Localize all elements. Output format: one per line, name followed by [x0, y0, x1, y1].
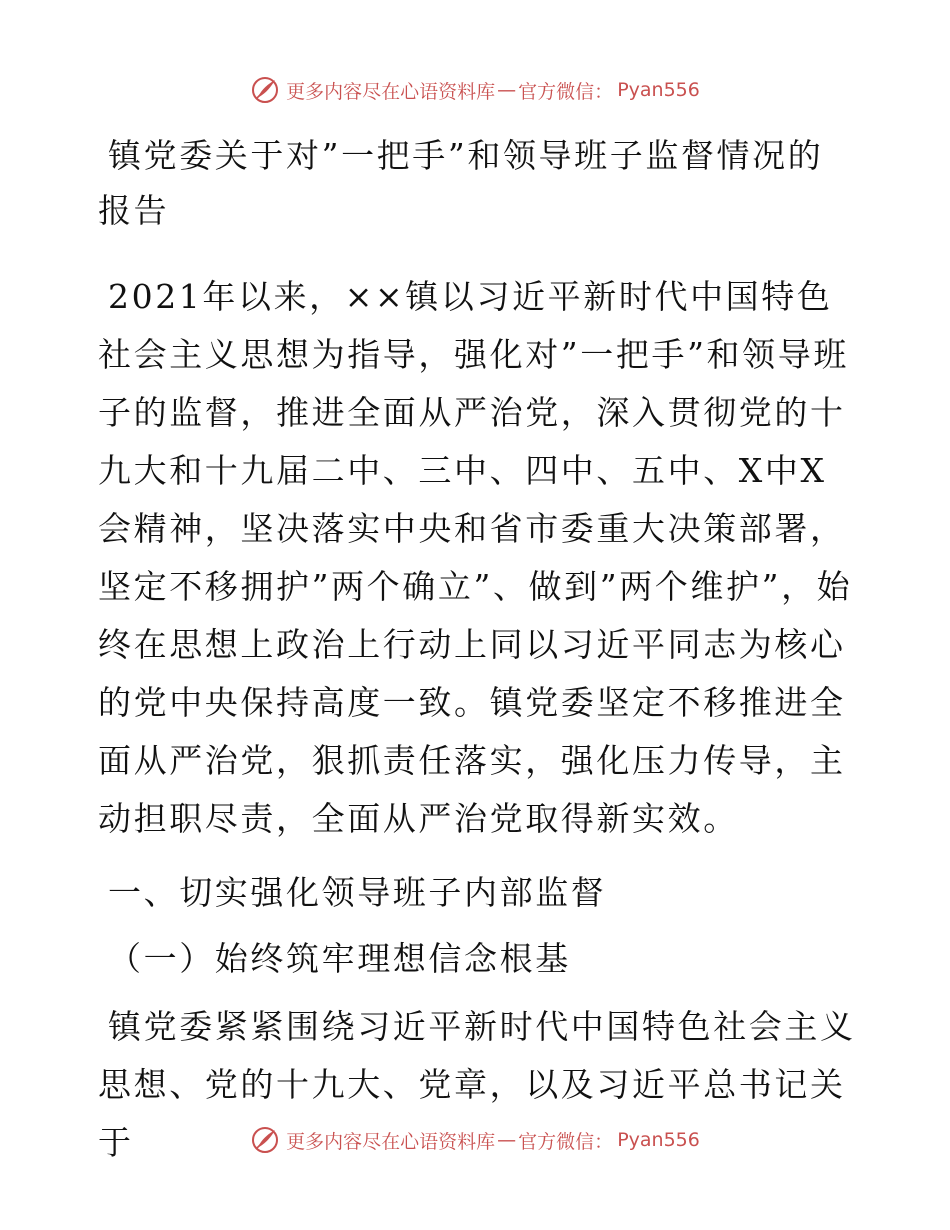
feather-circle-logo-icon — [250, 75, 280, 105]
subsection-heading-1: （一）始终筑牢理想信念根基 — [108, 939, 571, 978]
watermark-wechat-label: 官方微信： — [518, 1130, 614, 1153]
intro-paragraph: 2021年以来，××镇以习近平新时代中国特色社会主义思想为指导，强化对”一把手”和领导班子的监督，推进全面从严治党，深入贯彻党的十九大和十九届二中、三中、四中、五中、X中X会精神，坚决落实中央和省市委重大决策部署，坚定不移拥护”两个确立”、做到”两个维护”，始终在思想上政治上行动上同以习近平同志为核心的党中央保持高度一致。镇党委坚定不移推进全面从严治党，狠抓责任落实，强化压力传导，主动担职尽责，全面从严治党取得新实效。 — [98, 277, 853, 838]
watermark-wechat-label: 官方微信： — [518, 80, 614, 103]
watermark-footer — [0, 1120, 950, 1160]
section-heading-1: 一、切实强化领导班子内部监督 — [108, 873, 607, 912]
watermark-wechat-id: Pyan556 — [617, 79, 700, 101]
watermark-wechat-id: Pyan556 — [617, 1129, 700, 1151]
feather-circle-logo-icon — [250, 1125, 280, 1155]
watermark-site-text: 更多内容尽在心语资料库 — [286, 1130, 496, 1153]
watermark-separator: — — [497, 79, 517, 101]
watermark-separator: — — [497, 1129, 517, 1151]
document-body — [98, 128, 858, 1172]
watermark-header — [0, 70, 950, 110]
body-paragraph-2: 镇党委紧紧围绕习近平新时代中国特色社会主义思想、党的十九大、党章，以及习近平总书记关于 — [98, 1007, 856, 1162]
document-title: 镇党委关于对”一把手”和领导班子监督情况的报告 — [98, 136, 824, 230]
watermark-site-text: 更多内容尽在心语资料库 — [286, 80, 496, 103]
